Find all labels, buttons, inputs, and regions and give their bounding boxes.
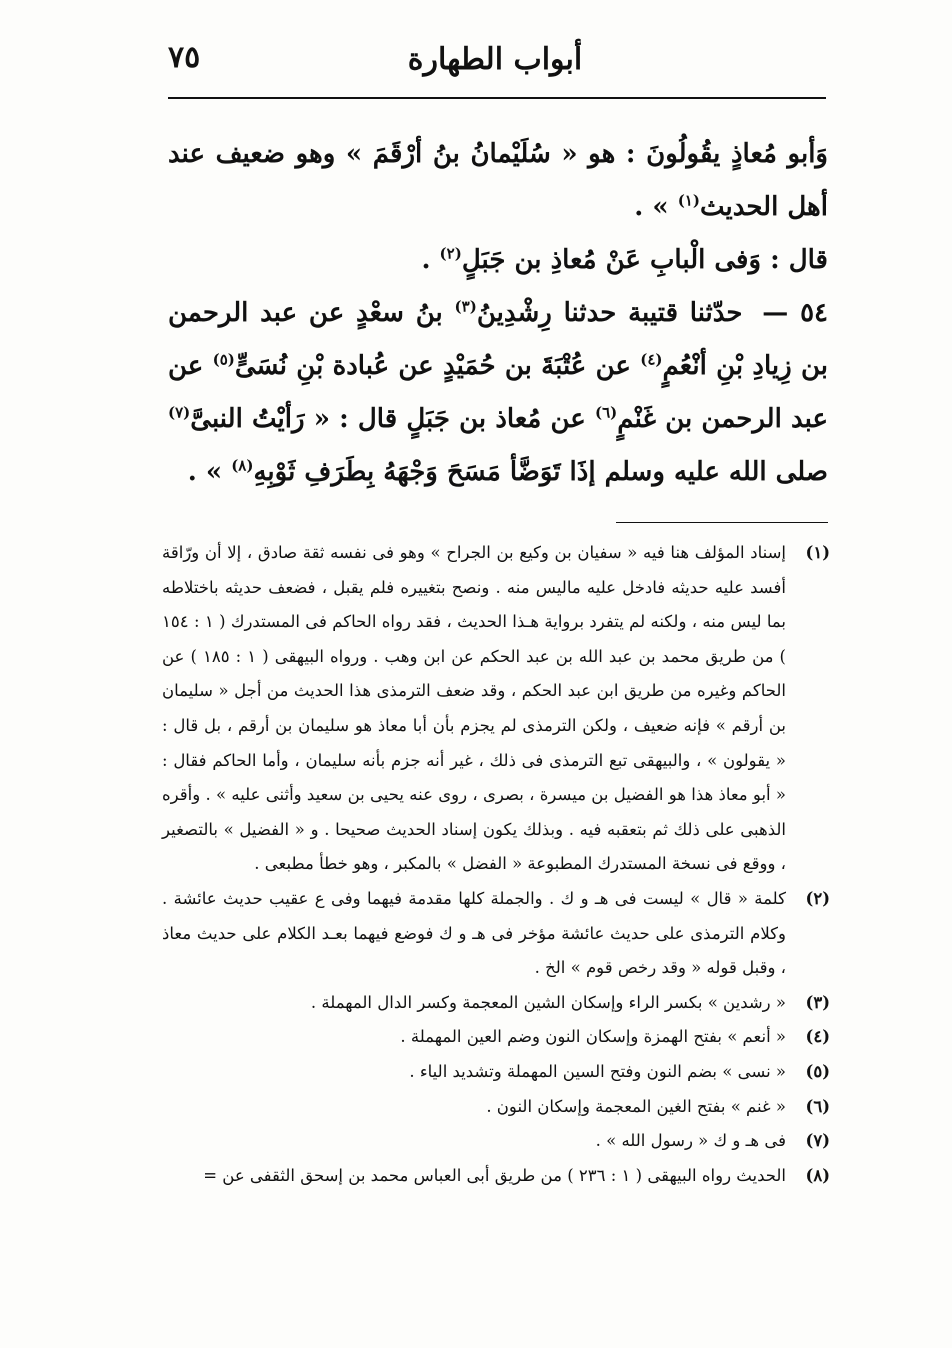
footnote — [162, 1020, 830, 1055]
footnote-text: كلمة « قال » ليست فى هـ و ك . والجملة كلها مقدمة فيهما وفى ع عقيب حديث عائشة . وكلام الترمذى على حديث عائشة مؤخر فى هـ و ك فوضع فيهما بعـد الكلام على حديث معاذ ، وقبل قوله « وقد رخص قوم » الخ . — [162, 888, 786, 978]
main-paragraph-2: قال : وَفى الْبابِ عَنْ مُعاذِ بن جَبَلٍ$^{(٢)}$ . — [421, 244, 828, 275]
footnote-label: (٤) — [805, 1027, 830, 1047]
hadith-paragraph: ٥٤ — حدّثنا قتيبة حدثنا رِشْدِينُ$^{(٣)}$ بنُ سعْدٍ عن عبد الرحمن بن زِيادِ بْنِ أنْعُمٍ$^{(٤)}$ عن عُتْبَةَ بن حُمَيْدٍ عن عُبادة بْنِ نُسَىٍّ$^{(٥)}$ عن عبد الرحمن بن غَنْمٍ$^{(٦)}$ عن مُعاذ بن جَبَلٍ قال : « رَأيْتُ النبىَّ$^{(٧)}$ صلى الله عليه وسلم إذَا تَوَضَّأ مَسَحَ وَجْهَهُ بِطَرَفِ ثَوْبِهِ$^{(٨)}$ » . — [168, 297, 829, 487]
footnote — [162, 1055, 830, 1090]
running-title: أبواب الطهارة — [407, 42, 583, 77]
header-divider — [168, 97, 826, 99]
footnote-text: الحديث رواه البيهقى ( ١ : ٢٣٦ ) من طريق أبى العباس محمد بن إسحق الثقفى عن = — [203, 1165, 786, 1185]
footnote-text: إسناد المؤلف هنا فيه « سفيان بن وكيع بن الجراح » وهو فى نفسه ثقة صادق ، إلا أن ورّاقة أفسد عليه حديثه فادخل عليه ماليس منه . ونصح بتغييره فلم يقبل ، فضعف حديثه باختلاطه بما ليس منه ، ولكنه لم يتفرد برواية هـذا الحديث ، فقد رواه الحاكم فى المستدرك ( ١ : ١٥٤ ) من طريق محمد بن عبد الله بن عبد الحكم عن ابن وهب . ورواه البيهقى ( ١ : ١٨٥ ) عن الحاكم وغيره من طريق ابن عبد الحكم ، وقد ضعف الترمذى هذا الحديث من أجل « سليمان بن أرقم » فإنه ضعيف ، ولكن الترمذى لم يجزم بأن أبا معاذ هو سليمان بن أرقم ، بل قال : « يقولون » ، والبيهقى تبع الترمذى فى ذلك ، غير أنه جزم بأنه سليمان ، وأما الحاكم فقال : « أبو معاذ هذا هو الفضيل بن ميسرة ، بصرى ، روى عنه يحيى بن سعيد وأثنى عليه » . وأقره الذهبى على ذلك ثم بتعقبه فيه . وبذلك يكون إسناد الحديث صحيحا . و « الفضيل » بالتصغير ، ووقع فى نسخة المستدرك المطبوعة « الفضل » بالمكبر ، وهو خطأ مطبعى . — [162, 543, 786, 874]
footnote-text: « رشدين » بكسر الراء وإسكان الشين المعجمة وكسر الدال المهملة . — [310, 992, 786, 1012]
footnote — [162, 1124, 830, 1159]
footnote-label: (٦) — [805, 1096, 830, 1116]
footnote-text: « غنم » بفتح الغين المعجمة وإسكان النون . — [486, 1096, 786, 1116]
footnote-label: (٥) — [805, 1061, 830, 1081]
footnote — [162, 1159, 830, 1194]
footnote-label: (٧) — [805, 1131, 830, 1151]
note-ref-7[interactable]: (٧) — [168, 403, 191, 422]
note-ref-2[interactable]: (٢) — [439, 244, 462, 263]
footnote-label: (٣) — [805, 992, 830, 1012]
footnote-text: « نسى » بضم النون وفتح السين المهملة وتشديد الياء . — [409, 1061, 786, 1081]
note-ref-5[interactable]: (٥) — [212, 350, 235, 369]
footnote-label: (٢) — [805, 888, 830, 908]
main-text — [168, 128, 828, 499]
footnote-label: (٨) — [805, 1165, 830, 1185]
footnotes — [162, 536, 830, 1193]
note-ref-6[interactable]: (٦) — [595, 403, 618, 422]
footnote — [162, 536, 830, 882]
hadith-lead-word: حدّثنا — [689, 298, 743, 328]
footnote — [162, 882, 830, 986]
footnote — [162, 986, 830, 1021]
footnote-text: فى هـ و ك « رسول الله » . — [595, 1131, 786, 1151]
main-paragraph-1: وَأبو مُعاذٍ يقُولُونَ : هو « سُلَيْمانُ بنُ أرْقَمَ » وهو ضعيف عند أهل الحديث$^{(١)}$ » . — [168, 139, 828, 222]
footnote — [162, 1090, 830, 1125]
note-ref-4[interactable]: (٤) — [640, 350, 663, 369]
note-ref-8[interactable]: (٨) — [231, 456, 254, 475]
hadith-number: ٥٤ — — [762, 298, 829, 328]
footnote-label: (١) — [805, 543, 830, 562]
footnote-text: « أنعم » بفتح الهمزة وإسكان النون وضم العين المهملة . — [400, 1027, 786, 1047]
note-ref-1[interactable]: (١) — [677, 191, 700, 210]
footnotes-divider — [616, 522, 828, 523]
note-ref-3[interactable]: (٣) — [454, 297, 477, 316]
page-number: ٧٥ — [168, 40, 201, 75]
